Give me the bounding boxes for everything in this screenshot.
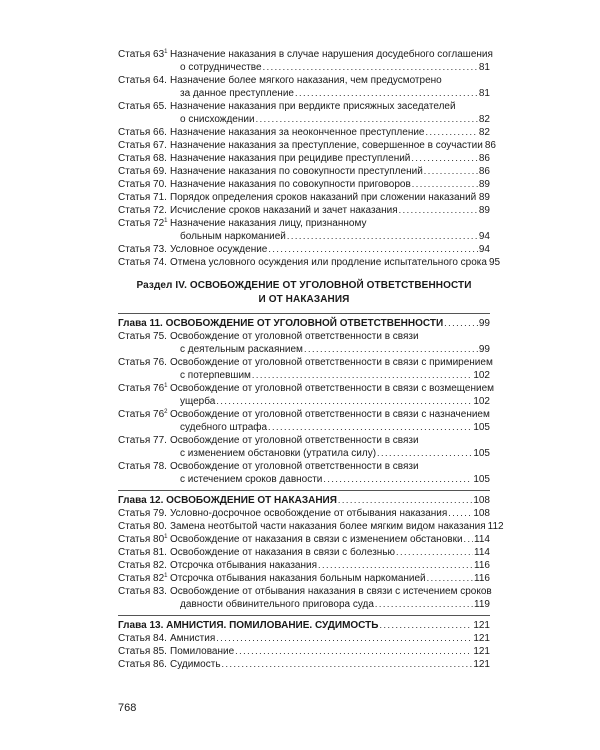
dot-leader bbox=[222, 658, 473, 671]
section-heading-line-2: И ОТ НАКАЗАНИЯ bbox=[258, 294, 350, 305]
article-title bbox=[170, 382, 495, 408]
title-line bbox=[170, 585, 490, 598]
article-number: Статья 63 bbox=[118, 49, 165, 60]
dot-leader bbox=[426, 126, 478, 139]
page-ref: 86 bbox=[478, 153, 490, 164]
article-label bbox=[118, 330, 170, 343]
dot-leader bbox=[427, 572, 473, 585]
title-text: Назначение наказания при рецидиве преступлений bbox=[170, 153, 411, 164]
page-ref: 121 bbox=[473, 646, 490, 657]
article-label bbox=[118, 256, 170, 269]
title-text: с изменением обстановки (утратила силу) bbox=[180, 448, 377, 459]
toc-entry bbox=[118, 632, 490, 645]
article-label bbox=[118, 178, 170, 191]
title-text: Условно-досрочное освобождение от отбывания наказания bbox=[170, 508, 448, 519]
page-ref: 121 bbox=[473, 633, 490, 644]
table-of-contents bbox=[118, 48, 504, 671]
article-label bbox=[118, 559, 170, 572]
chapter-heading-11 bbox=[118, 317, 490, 330]
dot-leader bbox=[411, 152, 477, 165]
toc-entry bbox=[118, 74, 490, 100]
dot-leader bbox=[256, 113, 478, 126]
toc-entry bbox=[118, 217, 490, 243]
title-text: Освобождение от уголовной ответственности в связи с примирением bbox=[170, 357, 493, 368]
page-ref: 99 bbox=[478, 344, 490, 355]
section-heading bbox=[118, 279, 490, 307]
article-number: Статья 82 bbox=[118, 573, 165, 584]
article-label bbox=[118, 434, 170, 447]
dot-leader bbox=[424, 165, 478, 178]
article-number: Статья 86. bbox=[118, 659, 167, 670]
dot-leader bbox=[412, 178, 478, 191]
article-number: Статья 65. bbox=[118, 101, 167, 112]
article-title bbox=[170, 408, 490, 434]
article-superscript: 2 bbox=[164, 409, 168, 415]
title-text: Условное осуждение bbox=[170, 244, 268, 255]
title-text: Освобождение от уголовной ответственности в связи с назначением bbox=[170, 409, 490, 420]
article-number: Статья 84. bbox=[118, 633, 167, 644]
title-line bbox=[170, 408, 490, 421]
page-ref: 89 bbox=[478, 205, 490, 216]
article-number: Статья 78. bbox=[118, 461, 167, 472]
page-ref: 81 bbox=[478, 62, 490, 73]
title-line bbox=[170, 139, 496, 152]
page-ref: 102 bbox=[473, 370, 490, 381]
title-line bbox=[170, 48, 493, 61]
dot-leader bbox=[379, 619, 472, 632]
title-line bbox=[170, 191, 490, 204]
dot-leader bbox=[396, 546, 473, 559]
title-line bbox=[170, 100, 490, 113]
chapter-title: Глава 11. ОСВОБОЖДЕНИЕ ОТ УГОЛОВНОЙ ОТВЕТСТВЕННОСТИ bbox=[118, 318, 444, 329]
page-ref: 116 bbox=[474, 573, 490, 584]
page-ref: 86 bbox=[478, 166, 490, 177]
dot-leader bbox=[448, 507, 472, 520]
article-label bbox=[118, 546, 170, 559]
article-title bbox=[170, 256, 501, 269]
title-text: Порядок определения сроков наказаний при сложении наказаний bbox=[170, 192, 477, 203]
title-text: Назначение наказания по совокупности преступлений bbox=[170, 166, 423, 177]
article-label bbox=[118, 356, 170, 369]
title-line bbox=[170, 87, 490, 100]
article-label bbox=[118, 460, 170, 473]
article-title bbox=[170, 645, 490, 658]
page-ref: 94 bbox=[478, 244, 490, 255]
page-ref: 105 bbox=[473, 474, 490, 485]
title-line bbox=[170, 533, 490, 546]
article-number: Статья 69. bbox=[118, 166, 167, 177]
page-ref: 82 bbox=[478, 114, 490, 125]
article-label bbox=[118, 48, 170, 61]
title-text: Назначение наказания за преступление, совершенное в соучастии bbox=[170, 140, 483, 151]
title-line bbox=[170, 74, 490, 87]
title-line bbox=[170, 632, 490, 645]
toc-group-chapter-12 bbox=[118, 507, 504, 611]
article-label bbox=[118, 645, 170, 658]
article-title bbox=[170, 533, 490, 546]
article-number: Статья 82. bbox=[118, 560, 167, 571]
toc-entry bbox=[118, 533, 490, 546]
dot-leader bbox=[323, 473, 472, 486]
article-title bbox=[170, 126, 490, 139]
title-line bbox=[170, 434, 490, 447]
title-line bbox=[170, 217, 490, 230]
title-text: Замена неотбытой части наказания более мягким видом наказания bbox=[170, 521, 486, 532]
title-text: больным наркоманией bbox=[180, 231, 286, 242]
article-number: Статья 85. bbox=[118, 646, 167, 657]
title-text: с истечением сроков давности bbox=[180, 474, 323, 485]
article-number: Статья 83. bbox=[118, 586, 167, 597]
title-text: Назначение более мягкого наказания, чем предусмотрено bbox=[170, 75, 442, 86]
article-title bbox=[170, 152, 490, 165]
dot-leader bbox=[477, 191, 478, 204]
article-title bbox=[170, 434, 490, 460]
article-number: Статья 72 bbox=[118, 218, 165, 229]
title-text: ущерба bbox=[180, 396, 216, 407]
page-ref: 108 bbox=[473, 508, 490, 519]
title-line bbox=[170, 243, 490, 256]
page-ref: 114 bbox=[474, 534, 490, 545]
article-number: Статья 68. bbox=[118, 153, 167, 164]
toc-group-chapter-10-tail bbox=[118, 48, 501, 269]
dot-leader bbox=[377, 447, 472, 460]
article-label bbox=[118, 243, 170, 256]
article-title bbox=[170, 559, 490, 572]
article-number: Статья 73. bbox=[118, 244, 167, 255]
article-title bbox=[170, 507, 490, 520]
toc-entry bbox=[118, 126, 490, 139]
article-title bbox=[170, 460, 490, 486]
dot-leader bbox=[444, 317, 478, 330]
article-title bbox=[170, 356, 493, 382]
toc-entry bbox=[118, 434, 490, 460]
title-line bbox=[170, 507, 490, 520]
dot-leader bbox=[338, 494, 472, 507]
title-text: Помилование bbox=[170, 646, 235, 657]
page-ref: 108 bbox=[473, 495, 490, 506]
article-label bbox=[118, 520, 170, 533]
toc-entry bbox=[118, 204, 490, 217]
article-title bbox=[170, 217, 490, 243]
article-label bbox=[118, 382, 170, 395]
title-line bbox=[170, 598, 490, 611]
article-title bbox=[170, 585, 490, 611]
toc-entry bbox=[118, 243, 490, 256]
chapter-heading-12 bbox=[118, 494, 490, 507]
title-line bbox=[170, 572, 490, 585]
toc-entry bbox=[118, 585, 490, 611]
dot-leader bbox=[304, 343, 478, 356]
title-line bbox=[170, 559, 490, 572]
article-title bbox=[170, 243, 490, 256]
page-ref: 89 bbox=[478, 192, 490, 203]
page-ref: 114 bbox=[474, 547, 490, 558]
title-line bbox=[170, 61, 490, 74]
page-ref: 116 bbox=[474, 560, 490, 571]
article-title bbox=[170, 139, 496, 152]
toc-group-chapter-11 bbox=[118, 330, 495, 486]
section-heading-line-1: Раздел IV. ОСВОБОЖДЕНИЕ ОТ УГОЛОВНОЙ ОТВЕТСТВЕННОСТИ bbox=[136, 280, 472, 291]
toc-entry bbox=[118, 48, 493, 74]
article-label bbox=[118, 152, 170, 165]
article-label bbox=[118, 191, 170, 204]
title-line bbox=[170, 343, 490, 356]
title-text: с деятельным раскаянием bbox=[180, 344, 303, 355]
article-label bbox=[118, 74, 170, 87]
article-superscript: 1 bbox=[164, 534, 168, 540]
title-line bbox=[170, 473, 490, 486]
article-number: Статья 76 bbox=[118, 383, 165, 394]
article-number: Статья 66. bbox=[118, 127, 167, 138]
page-ref: 86 bbox=[484, 140, 496, 151]
toc-entry bbox=[118, 165, 490, 178]
divider bbox=[118, 615, 490, 616]
dot-leader bbox=[216, 632, 472, 645]
page-ref: 89 bbox=[478, 179, 490, 190]
article-number: Статья 70. bbox=[118, 179, 167, 190]
toc-entry bbox=[118, 356, 493, 382]
article-title bbox=[170, 520, 504, 533]
title-text: Назначение наказания при вердикте присяжных заседателей bbox=[170, 101, 456, 112]
title-line bbox=[170, 369, 490, 382]
page-number: 768 bbox=[118, 702, 137, 714]
title-line bbox=[170, 126, 490, 139]
toc-entry bbox=[118, 256, 501, 269]
article-label bbox=[118, 585, 170, 598]
dot-leader bbox=[399, 204, 478, 217]
article-number: Статья 79. bbox=[118, 508, 167, 519]
page-ref: 102 bbox=[473, 396, 490, 407]
title-text: давности обвинительного приговора суда bbox=[180, 599, 374, 610]
title-text: Освобождение от отбывания наказания в связи с истечением сроков bbox=[170, 586, 492, 597]
dot-leader bbox=[287, 230, 478, 243]
article-title bbox=[170, 572, 490, 585]
article-label bbox=[118, 165, 170, 178]
toc-entry bbox=[118, 408, 490, 434]
article-number: Статья 67. bbox=[118, 140, 167, 151]
title-line bbox=[170, 256, 501, 269]
toc-entry bbox=[118, 645, 490, 658]
title-line bbox=[170, 113, 490, 126]
title-text: судебного штрафа bbox=[180, 422, 268, 433]
article-label bbox=[118, 217, 170, 230]
chapter-title: Глава 13. АМНИСТИЯ. ПОМИЛОВАНИЕ. СУДИМОСТЬ bbox=[118, 620, 379, 631]
dot-leader bbox=[375, 598, 473, 611]
dot-leader bbox=[318, 559, 473, 572]
toc-entry bbox=[118, 572, 490, 585]
title-line bbox=[170, 447, 490, 460]
article-label bbox=[118, 139, 170, 152]
article-title bbox=[170, 546, 490, 559]
title-text: Освобождение от уголовной ответственности в связи bbox=[170, 435, 419, 446]
dot-leader bbox=[464, 533, 474, 546]
title-text: Отмена условного осуждения или продление испытательного срока bbox=[170, 257, 487, 268]
title-line bbox=[170, 152, 490, 165]
article-superscript: 1 bbox=[164, 218, 168, 224]
article-number: Статья 74. bbox=[118, 257, 167, 268]
title-line bbox=[170, 645, 490, 658]
title-text: Освобождение от уголовной ответственности в связи с возмещением bbox=[170, 383, 495, 394]
article-title bbox=[170, 330, 490, 356]
title-line bbox=[170, 460, 490, 473]
article-label bbox=[118, 533, 170, 546]
article-number: Статья 75. bbox=[118, 331, 167, 342]
article-number: Статья 76. bbox=[118, 357, 167, 368]
article-number: Статья 71. bbox=[118, 192, 167, 203]
title-text: Назначение наказания за неоконченное преступление bbox=[170, 127, 425, 138]
article-number: Статья 81. bbox=[118, 547, 167, 558]
article-superscript: 1 bbox=[164, 383, 168, 389]
title-text: о сотрудничестве bbox=[180, 62, 262, 73]
article-number: Статья 77. bbox=[118, 435, 167, 446]
title-text: Исчисление сроков наказаний и зачет наказания bbox=[170, 205, 398, 216]
toc-entry bbox=[118, 507, 490, 520]
toc-entry bbox=[118, 382, 495, 408]
article-label bbox=[118, 507, 170, 520]
title-text: Освобождение от уголовной ответственности в связи bbox=[170, 331, 419, 342]
chapter-title: Глава 12. ОСВОБОЖДЕНИЕ ОТ НАКАЗАНИЯ bbox=[118, 495, 337, 506]
chapter-heading-13 bbox=[118, 619, 490, 632]
title-text: Освобождение от уголовной ответственности в связи bbox=[170, 461, 419, 472]
title-text: Отсрочка отбывания наказания bbox=[170, 560, 317, 571]
title-line bbox=[170, 382, 495, 395]
title-text: с потерпевшим bbox=[180, 370, 251, 381]
page-ref: 99 bbox=[478, 318, 490, 329]
article-label bbox=[118, 126, 170, 139]
page-ref: 121 bbox=[473, 620, 490, 631]
title-line bbox=[170, 546, 490, 559]
article-number: Статья 72. bbox=[118, 205, 167, 216]
page-ref: 121 bbox=[473, 659, 490, 670]
article-number: Статья 64. bbox=[118, 75, 167, 86]
title-text: за данное преступление bbox=[180, 88, 294, 99]
article-number: Статья 76 bbox=[118, 409, 165, 420]
title-text: Освобождение от наказания в связи с изменением обстановки bbox=[170, 534, 463, 545]
title-line bbox=[170, 658, 490, 671]
divider bbox=[118, 490, 490, 491]
dot-leader bbox=[268, 243, 478, 256]
article-label bbox=[118, 658, 170, 671]
article-title bbox=[170, 191, 490, 204]
title-line bbox=[170, 178, 490, 191]
article-title bbox=[170, 204, 490, 217]
title-text: о снисхождении bbox=[180, 114, 255, 125]
title-line bbox=[170, 395, 490, 408]
divider bbox=[118, 313, 490, 314]
page-ref: 105 bbox=[473, 422, 490, 433]
article-label bbox=[118, 408, 170, 421]
article-label bbox=[118, 204, 170, 217]
title-text: Амнистия bbox=[170, 633, 216, 644]
title-line bbox=[170, 421, 490, 434]
toc-entry bbox=[118, 152, 490, 165]
article-superscript: 1 bbox=[164, 49, 168, 55]
toc-entry bbox=[118, 330, 490, 356]
page-ref: 112 bbox=[487, 521, 504, 532]
article-superscript: 1 bbox=[164, 573, 168, 579]
article-title bbox=[170, 100, 490, 126]
toc-group-chapter-13 bbox=[118, 632, 490, 671]
dot-leader bbox=[216, 395, 472, 408]
title-line bbox=[170, 230, 490, 243]
dot-leader bbox=[252, 369, 472, 382]
dot-leader bbox=[268, 421, 472, 434]
title-text: Отсрочка отбывания наказания больным наркоманией bbox=[170, 573, 426, 584]
page-ref: 81 bbox=[478, 88, 490, 99]
toc-entry bbox=[118, 191, 490, 204]
toc-entry bbox=[118, 460, 490, 486]
page-ref: 105 bbox=[473, 448, 490, 459]
title-line bbox=[170, 165, 490, 178]
article-label bbox=[118, 572, 170, 585]
article-title bbox=[170, 632, 490, 645]
title-text: Назначение наказания в случае нарушения досудебного соглашения bbox=[170, 49, 493, 60]
toc-entry bbox=[118, 520, 504, 533]
page-ref: 95 bbox=[488, 257, 501, 268]
title-text: Освобождение от наказания в связи с болезнью bbox=[170, 547, 396, 558]
title-line bbox=[170, 204, 490, 217]
title-text: Назначение наказания по совокупности приговоров bbox=[170, 179, 411, 190]
title-text: Назначение наказания лицу, признанному bbox=[170, 218, 367, 229]
article-title bbox=[170, 178, 490, 191]
dot-leader bbox=[295, 87, 478, 100]
page-ref: 119 bbox=[474, 599, 490, 610]
article-title bbox=[170, 48, 493, 74]
title-line bbox=[170, 330, 490, 343]
article-number: Статья 80 bbox=[118, 534, 165, 545]
title-line bbox=[170, 356, 493, 369]
article-label bbox=[118, 632, 170, 645]
article-title bbox=[170, 165, 490, 178]
dot-leader bbox=[263, 61, 478, 74]
toc-entry bbox=[118, 100, 490, 126]
title-text: Судимость bbox=[170, 659, 221, 670]
article-title bbox=[170, 658, 490, 671]
page-ref: 94 bbox=[478, 231, 490, 242]
toc-entry bbox=[118, 178, 490, 191]
page-ref: 82 bbox=[478, 127, 490, 138]
toc-entry bbox=[118, 559, 490, 572]
toc-entry bbox=[118, 546, 490, 559]
toc-entry bbox=[118, 658, 490, 671]
dot-leader bbox=[235, 645, 472, 658]
article-number: Статья 80. bbox=[118, 521, 167, 532]
article-label bbox=[118, 100, 170, 113]
article-title bbox=[170, 74, 490, 100]
title-line bbox=[170, 520, 504, 533]
toc-entry bbox=[118, 139, 496, 152]
